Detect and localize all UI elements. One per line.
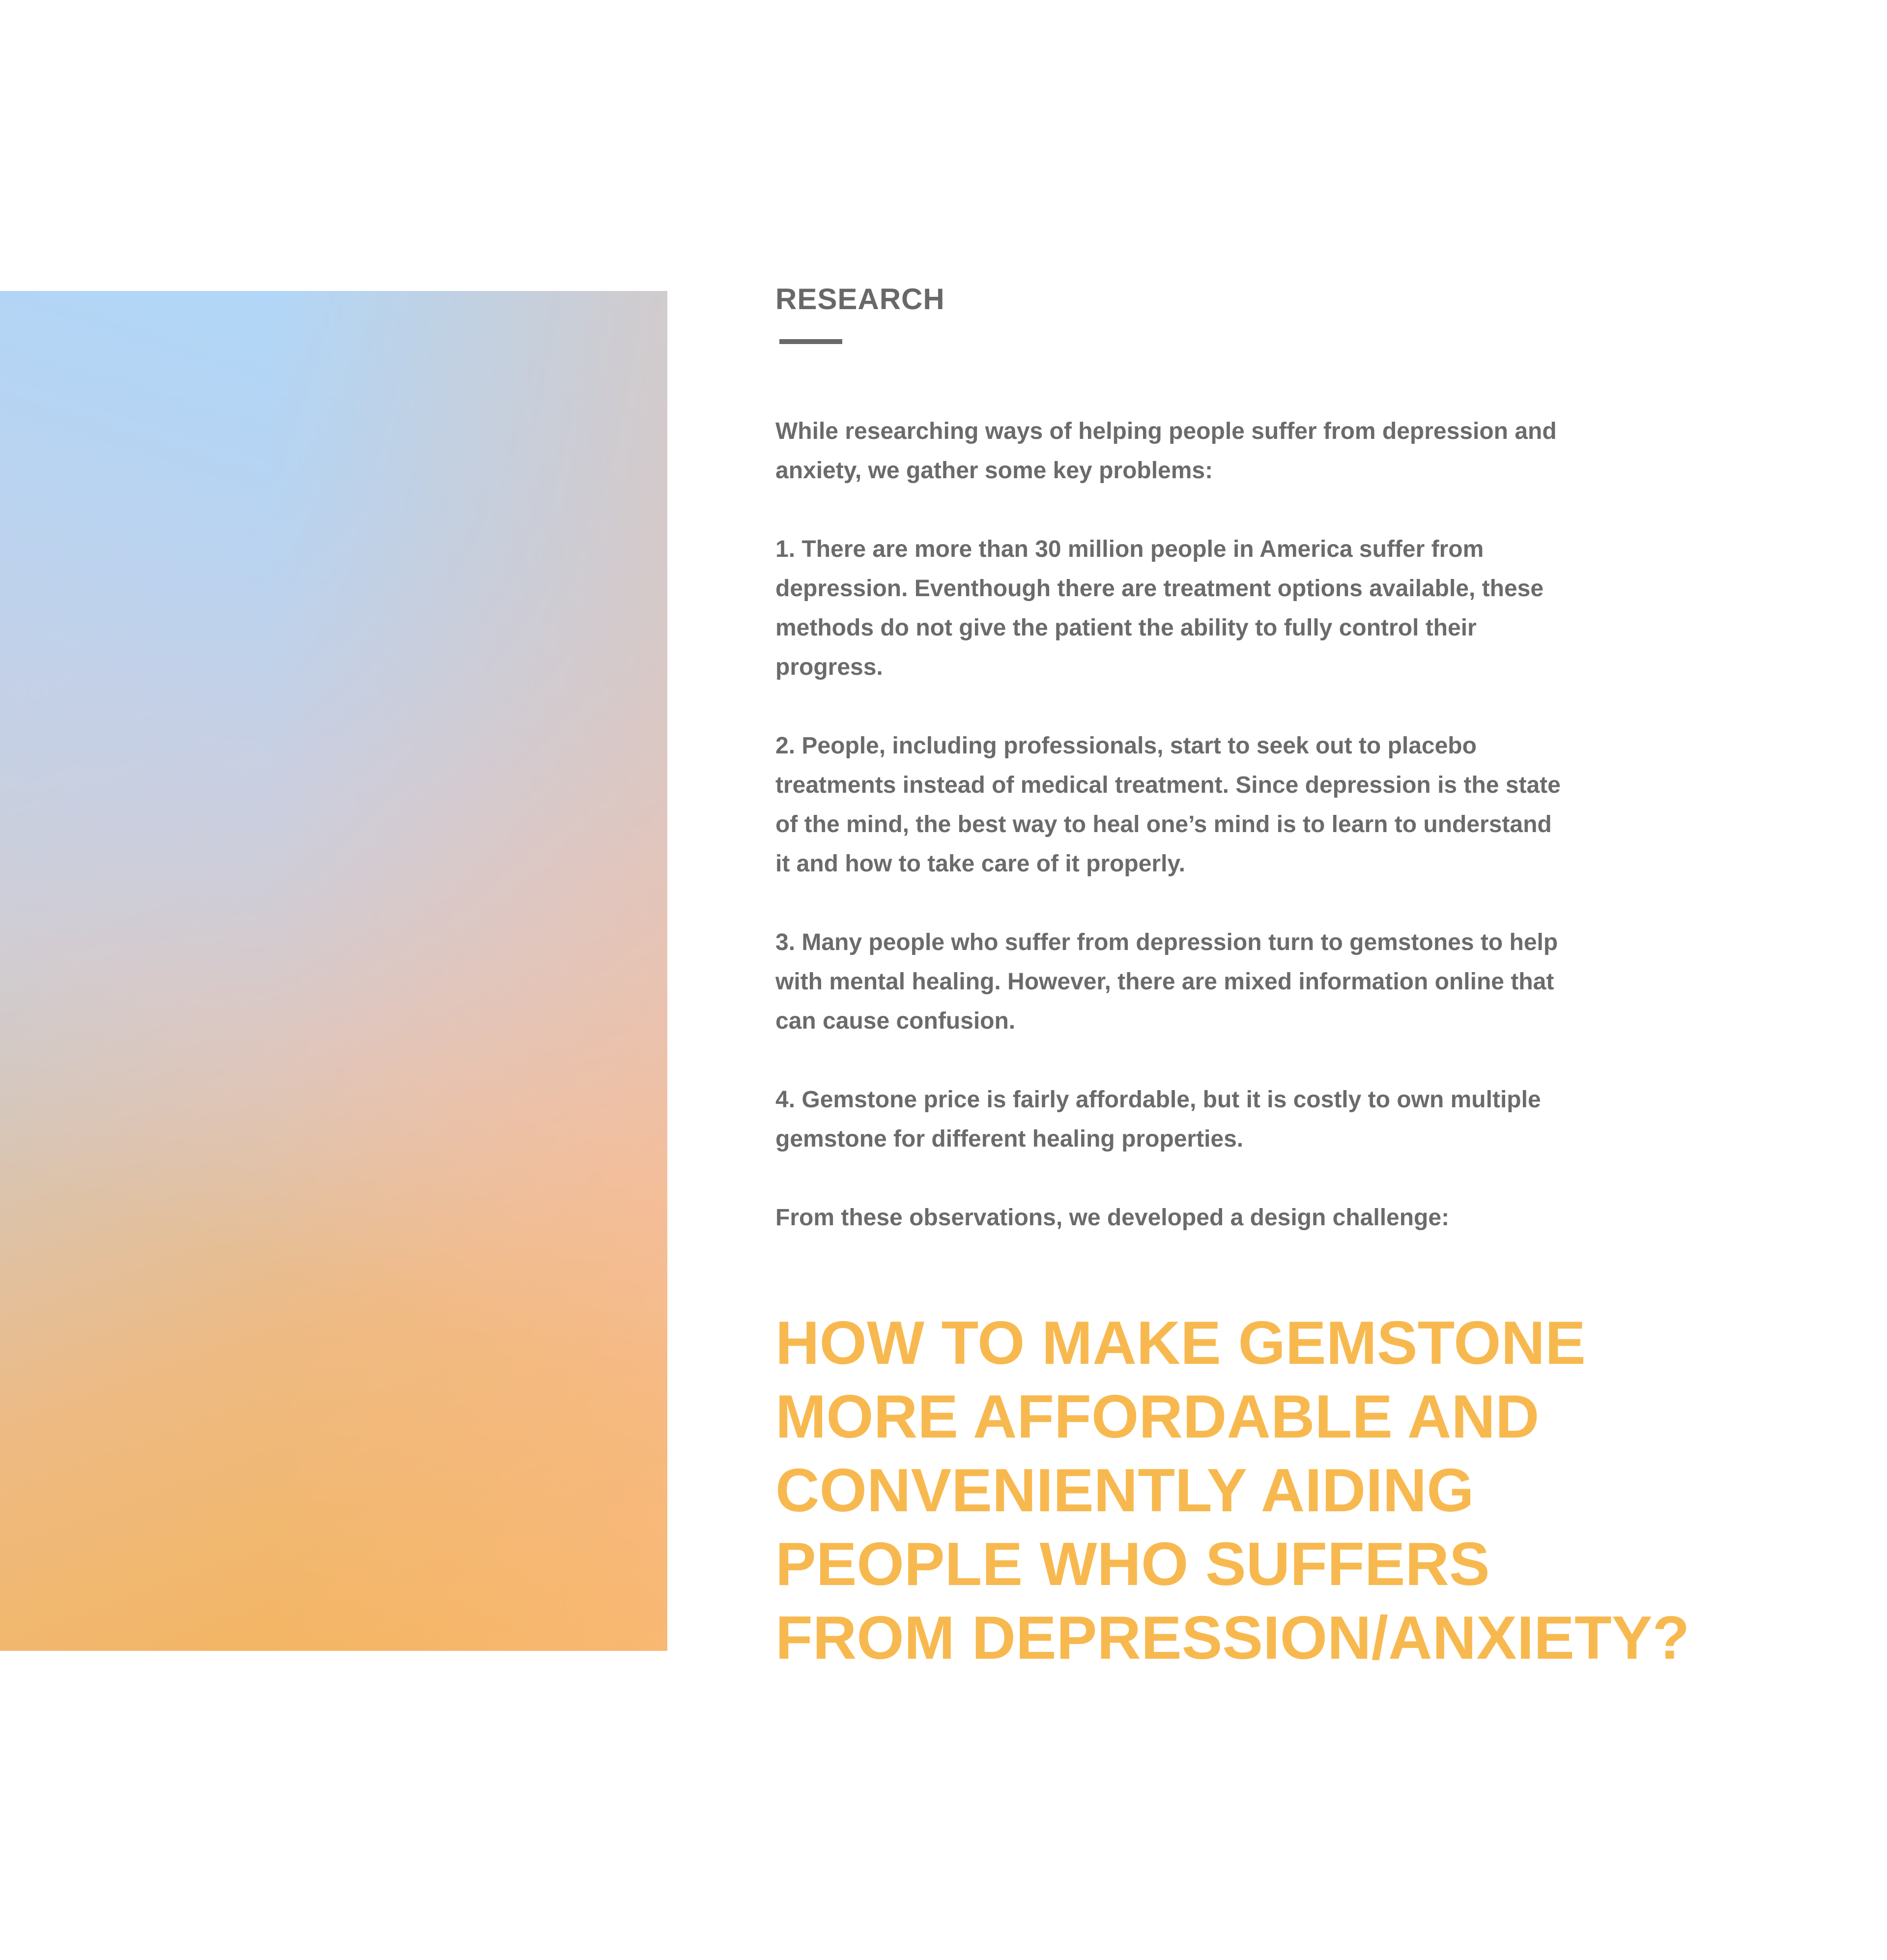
challenge-line: CONVENIENTLY AIDING	[775, 1457, 1474, 1525]
section-title: RESEARCH	[775, 283, 945, 316]
conclusion-paragraph: From these observations, we developed a design challenge:	[775, 1205, 1450, 1231]
research-section	[775, 280, 1758, 1675]
title-divider	[779, 339, 842, 344]
challenge-line: HOW TO MAKE GEMSTONE	[775, 1309, 1586, 1377]
challenge-line: MORE AFFORDABLE AND	[775, 1383, 1540, 1451]
intro-paragraph: While researching ways of helping people suffer from depression and anxiety, we gather some key problems:	[775, 418, 1557, 484]
design-challenge-heading	[775, 1306, 1758, 1675]
problem-point-4: 4. Gemstone price is fairly affordable, but it is costly to own multiple gemstone for different healing properties.	[775, 1087, 1541, 1152]
challenge-line: PEOPLE WHO SUFFERS	[775, 1530, 1490, 1598]
problem-point-2: 2. People, including professionals, start to seek out to placebo treatments instead of medical treatment. Since depression is the state of the mind, the best way to heal one’s mind is to learn to understand it and how to take care of it properly.	[775, 733, 1561, 877]
problem-point-3: 3. Many people who suffer from depression turn to gemstones to help with mental healing. However, there are mixed information online that can cause confusion.	[775, 929, 1558, 1034]
problem-point-1: 1. There are more than 30 million people in America suffer from depression. Eventhough there are treatment options available, these methods do not give the patient the ability to fully control their progress.	[775, 536, 1544, 680]
challenge-line: FROM DEPRESSION/ANXIETY?	[775, 1604, 1690, 1672]
gradient-image-panel	[0, 291, 667, 1651]
research-body	[775, 412, 1572, 1238]
